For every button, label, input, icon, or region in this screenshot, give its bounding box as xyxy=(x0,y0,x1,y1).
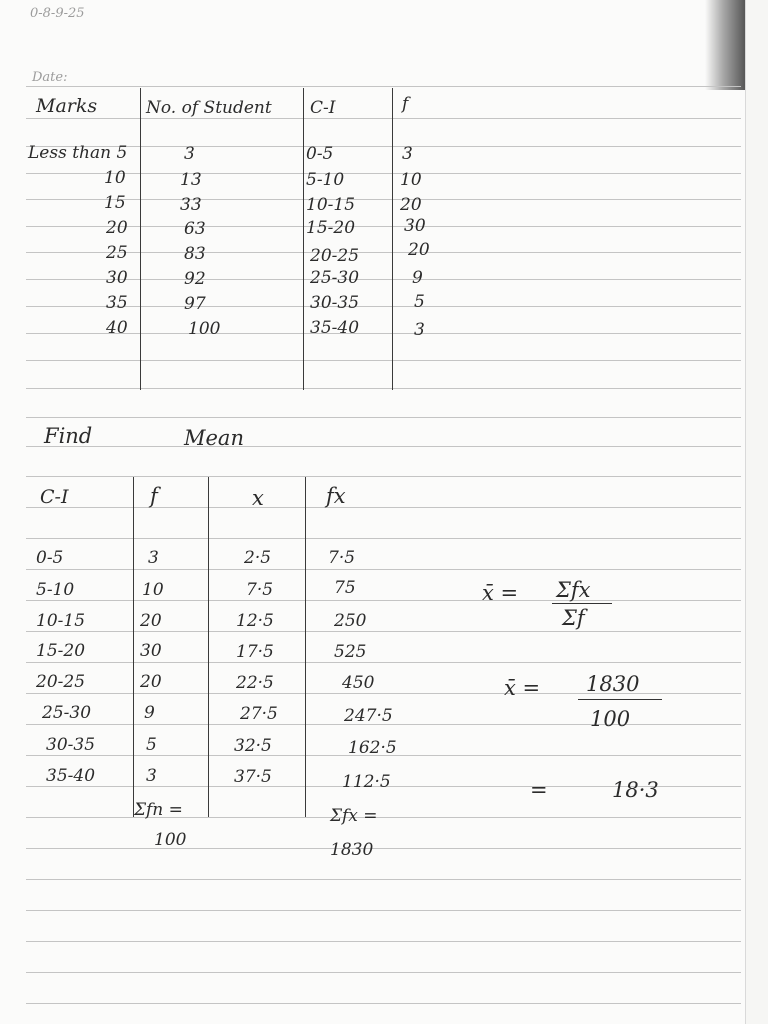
table2-divider-1 xyxy=(133,477,134,817)
table2-x: 22·5 xyxy=(236,673,274,693)
table2-fx: 112·5 xyxy=(342,772,391,792)
mean-result: 18·3 xyxy=(612,778,659,802)
table1-f: 20 xyxy=(400,195,422,215)
table2-fx: 7·5 xyxy=(328,548,356,568)
table1-ci: 10-15 xyxy=(306,195,356,215)
table2-fx: 75 xyxy=(334,578,356,598)
table2-ci: 10-15 xyxy=(36,611,86,631)
sum-f-value: 100 xyxy=(154,830,187,850)
table1-marks: 15 xyxy=(104,193,126,213)
table2-ci: 15-20 xyxy=(36,641,86,661)
formula-denominator: Σf xyxy=(562,606,585,630)
table2-header-f: f xyxy=(150,484,158,508)
table1-divider-2 xyxy=(303,88,304,390)
table2-fx: 247·5 xyxy=(344,706,393,726)
table1-f: 20 xyxy=(408,240,430,260)
table1-students: 13 xyxy=(180,170,202,190)
table1-marks: 30 xyxy=(106,268,128,288)
date-text: 0-8-9-25 xyxy=(30,6,85,21)
table2-f: 3 xyxy=(148,548,159,568)
table2-x: 7·5 xyxy=(246,580,274,600)
table2-fx: 450 xyxy=(342,673,375,693)
table1-ci: 20-25 xyxy=(310,246,360,266)
table2-divider-3 xyxy=(305,477,306,817)
table1-f: 3 xyxy=(414,320,425,340)
table2-header-x: x xyxy=(252,486,264,510)
table2-header-fx: fx xyxy=(326,484,346,508)
table1-divider-3 xyxy=(392,88,393,390)
date-label: Date: xyxy=(32,70,68,85)
table2-x: 17·5 xyxy=(236,642,274,662)
table1-header-f: f xyxy=(402,94,409,114)
table2-fx: 250 xyxy=(334,611,367,631)
mean-label: Mean xyxy=(184,426,244,450)
table2-x: 2·5 xyxy=(244,548,272,568)
table1-ci: 35-40 xyxy=(310,318,360,338)
formula-fraction-bar xyxy=(552,603,612,604)
table2-ci: 35-40 xyxy=(46,766,96,786)
table2-ci: 25-30 xyxy=(42,703,92,723)
sum-fx-value: 1830 xyxy=(330,840,374,860)
table1-f: 9 xyxy=(412,268,423,288)
table1-divider-1 xyxy=(140,88,141,390)
table1-header-marks: Marks xyxy=(36,95,98,117)
formula-numerator: Σfx xyxy=(556,578,591,602)
table2-f: 20 xyxy=(140,672,162,692)
table2-ci: 30-35 xyxy=(46,735,96,755)
table1-students: 92 xyxy=(184,269,206,289)
table1-ci: 5-10 xyxy=(306,170,345,190)
table2-header-ci: C-I xyxy=(40,486,69,508)
table2-x: 37·5 xyxy=(234,767,272,787)
table1-students: 3 xyxy=(184,144,195,164)
table2-ci: 20-25 xyxy=(36,672,86,692)
table2-x: 27·5 xyxy=(240,704,278,724)
table2-fx: 525 xyxy=(334,642,367,662)
table2-f: 10 xyxy=(142,580,164,600)
table2-f: 3 xyxy=(146,766,157,786)
table1-header-students: No. of Student xyxy=(146,98,272,118)
table2-f: 20 xyxy=(140,611,162,631)
xbar-label: x̄ = xyxy=(482,581,519,605)
find-label: Find xyxy=(44,424,93,448)
table2-f: 9 xyxy=(144,703,155,723)
table1-students: 33 xyxy=(180,195,202,215)
table1-students: 100 xyxy=(188,319,221,339)
table1-marks: 40 xyxy=(106,318,128,338)
table2-x: 32·5 xyxy=(234,736,272,756)
result-equals: = xyxy=(530,778,548,802)
table1-f: 5 xyxy=(414,292,425,312)
table2-f: 30 xyxy=(140,641,162,661)
xbar-label-2: x̄ = xyxy=(504,676,541,700)
page-corner-shadow xyxy=(705,0,745,90)
table1-marks: 35 xyxy=(106,293,128,313)
table2-divider-2 xyxy=(208,477,209,817)
formula-numerator-value: 1830 xyxy=(586,672,640,696)
table1-students: 83 xyxy=(184,244,206,264)
sum-f-label: Σfn = xyxy=(134,800,183,820)
table1-f: 30 xyxy=(404,216,426,236)
table1-marks: 25 xyxy=(106,243,128,263)
table1-header-ci: C-I xyxy=(310,98,336,118)
table1-marks: 10 xyxy=(104,168,126,188)
table2-f: 5 xyxy=(146,735,157,755)
table1-students: 97 xyxy=(184,294,206,314)
table1-ci: 30-35 xyxy=(310,293,360,313)
formula-value-fraction-bar xyxy=(578,699,662,700)
table1-ci: 25-30 xyxy=(310,268,360,288)
table1-f: 10 xyxy=(400,170,422,190)
table1-ci: 0-5 xyxy=(306,144,334,164)
table2-x: 12·5 xyxy=(236,611,274,631)
table2-ci: 5-10 xyxy=(36,580,75,600)
table2-fx: 162·5 xyxy=(348,738,397,758)
table2-ci: 0-5 xyxy=(36,548,64,568)
sum-fx-label: Σfx = xyxy=(330,806,378,826)
table1-f: 3 xyxy=(402,144,413,164)
table1-marks: Less than 5 xyxy=(28,143,128,163)
formula-denominator-value: 100 xyxy=(590,707,631,731)
table1-ci: 15-20 xyxy=(306,218,356,238)
table1-marks: 20 xyxy=(106,218,128,238)
table1-students: 63 xyxy=(184,219,206,239)
